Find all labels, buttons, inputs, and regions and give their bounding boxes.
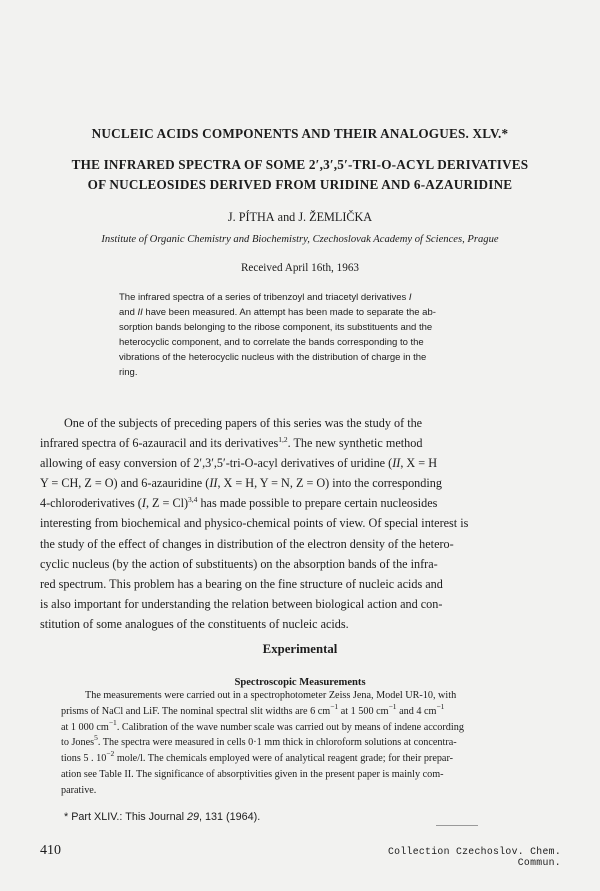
author-2-initial: J. Ž	[298, 210, 317, 224]
received-date: Received April 16th, 1963	[240, 262, 360, 274]
title-line-3: OF NUCLEOSIDES DERIVED FROM URIDINE AND 6-AZAURIDINE	[87, 177, 513, 192]
page-number: 410	[40, 843, 61, 858]
introduction-paragraph	[40, 413, 560, 634]
body-line: is also important for understanding the relation between biological action and con-	[40, 596, 443, 611]
abstract-line: and II have been measured. An attempt has been made to separate the ab-	[119, 306, 436, 318]
body-line: infrared spectra of 6-azauracil and its derivatives$^{1,2}$. The new synthetic method	[40, 435, 423, 451]
body-line: the study of the effect of changes in distribution of the electron density of the hetero-	[40, 536, 454, 551]
subsection-heading: Spectroscopic Measurements	[234, 676, 366, 688]
footnote: * Part XLIV.: This Journal 29, 131 (1964).	[64, 811, 261, 823]
experimental-paragraph	[61, 688, 561, 799]
experimental-line: The measurements were carried out in a spectrophotometer Zeiss Jena, Model UR-10, with	[85, 690, 457, 701]
body-line: cyclic nucleus (by the action of substituents) on the absorption bands of the infra-	[40, 556, 438, 571]
journal-name: Collection Czechoslov. Chem. Commun.	[387, 846, 561, 868]
authors-and: and	[274, 210, 299, 224]
abstract	[119, 291, 470, 380]
authors	[40, 210, 560, 225]
experimental-line: at 1 000 $cm^{-1}$. Calibration of the wave number scale was carried out by means of indene according	[61, 717, 464, 733]
section-heading-experimental: Experimental	[262, 641, 338, 656]
abstract-line: The infrared spectra of a series of tribenzoyl and triacetyl derivatives I	[119, 292, 412, 303]
experimental-line: ation see Table II. The significance of absorptivities given in the present paper is mainly com-	[61, 768, 444, 780]
author-1-surname: ÍTHA	[245, 210, 275, 224]
abstract-line: ring.	[119, 366, 138, 378]
title-line-2: THE INFRARED SPECTRA OF SOME 2′,3′,5′-TRI-O-ACYL DERIVATIVES	[71, 157, 529, 172]
body-line: stitution of some analogues of the constituents of nucleic acids.	[40, 616, 349, 631]
experimental-line: to Jones$^5$. The spectra were measured in cells 0·1 mm thick in chloroform solutions at concentra-	[61, 733, 457, 749]
abstract-line: vibrations of the heterocyclic nucleus with the distribution of charge in the	[119, 351, 427, 363]
abstract-line: sorption bands belonging to the ribose component, its substituents and the	[119, 321, 433, 333]
scan-mark	[436, 825, 478, 826]
experimental-line: parative.	[61, 784, 97, 796]
body-line: interesting from biochemical and physico-chemical points of view. Of special interest is	[40, 516, 469, 531]
author-2-surname: EMLIČKA	[316, 210, 373, 224]
author-1-initial: J. P	[227, 210, 246, 224]
experimental-line: tions 5 . $10^{-2}$ mole/l. The chemicals employed were of analytical reagent grade; for their prepar-	[61, 749, 454, 765]
body-line: 4-chloroderivatives (I, Z = Cl)$^{3,4}$ has made possible to prepare certain nucleosides	[40, 495, 438, 511]
body-line: Y = CH, Z = O) and 6-azauridine (II, X = H, Y = N, Z = O) into the corresponding	[40, 476, 442, 491]
abstract-line: heterocyclic component, and to correlate the bands corresponding to the	[119, 336, 424, 348]
body-line: One of the subjects of preceding papers of this series was the study of the	[64, 416, 423, 430]
institution: Institute of Organic Chemistry and Biochemistry, Czechoslovak Academy of Sciences, Prague	[101, 234, 499, 245]
body-line: red spectrum. This problem has a bearing on the fine structure of nucleic acids and	[40, 576, 443, 591]
experimental-line: prisms of NaCl and LiF. The nominal spectral slit widths are 6 $cm^{-1}$ at 1 500 $cm^{-1}$ and 4 $cm^{-1}$	[61, 701, 445, 717]
title-line-1: NUCLEIC ACIDS COMPONENTS AND THEIR ANALOGUES. XLV.*	[91, 126, 509, 141]
body-line: allowing of easy conversion of 2′,3′,5′-tri-O-acyl derivatives of uridine (II, X = H	[40, 456, 437, 471]
